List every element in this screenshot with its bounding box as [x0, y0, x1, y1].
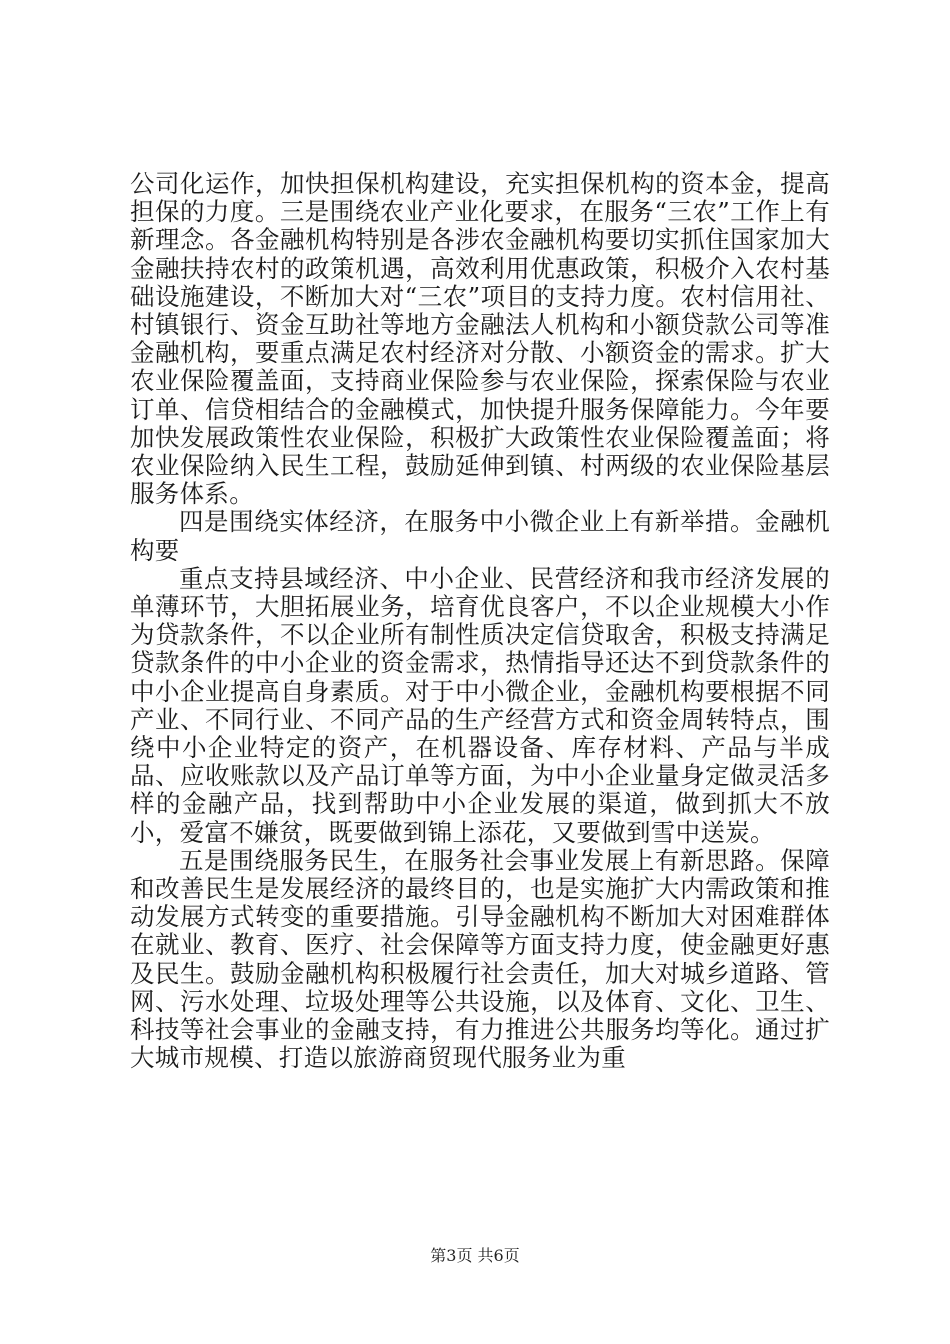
- page-number-footer: 第3页 共6页: [430, 1246, 520, 1265]
- paragraph-sme-support: 重点支持县域经济、中小企业、民营经济和我市经济发展的单薄环节，大胆拓展业务，培育优良客户，不以企业规模大小作为贷款条件，不以企业所有制性质决定信贷取舍，积极支持满足贷款条件的中小企业的资金需求，热情指导还达不到贷款条件的中小企业提高自身素质。对于中小微企业，金融机构要根据不同产业、不同行业、不同产品的生产经营方式和资金周转特点，围绕中小企业特定的资产，在机器设备、库存材料、产品与半成品、应收账款以及产品订单等方面，为中小企业量身定做灵活多样的金融产品，找到帮助中小企业发展的渠道，做到抓大不放小，爱富不嫌贫，既要做到锦上添花，又要做到雪中送炭。: [130, 563, 830, 847]
- paragraph-continuation: 公司化运作，加快担保机构建设，充实担保机构的资本金，提高担保的力度。三是围绕农业产业化要求，在服务“三农”工作上有新理念。各金融机构特别是各涉农金融机构要切实抓住国家加大金融扶持农村的政策机遇，高效利用优惠政策，积极介入农村基础设施建设，不断加大对“三农”项目的支持力度。农村信用社、村镇银行、资金互助社等地方金融法人机构和小额贷款公司等准金融机构，要重点满足农村经济对分散、小额资金的需求。扩大农业保险覆盖面，支持商业保险参与农业保险，探索保险与农业订单、信贷相结合的金融模式，加快提升服务保障能力。今年要加快发展政策性农业保险，积极扩大政策性农业保险覆盖面；将农业保险纳入民生工程，鼓励延伸到镇、村两级的农业保险基层服务体系。: [130, 169, 830, 509]
- paragraph-section-four: 四是围绕实体经济，在服务中小微企业上有新举措。金融机构要: [130, 507, 830, 565]
- document-body: [130, 170, 830, 1073]
- paragraph-section-five: 五是围绕服务民生，在服务社会事业发展上有新思路。保障和改善民生是发展经济的最终目的，也是实施扩大内需政策和推动发展方式转变的重要措施。引导金融机构不断加大对困难群体在就业、教育、医疗、社会保障等方面支持力度，使金融更好惠及民生。鼓励金融机构积极履行社会责任，加大对城乡道路、管网、污水处理、垃圾处理等公共设施，以及体育、文化、卫生、科技等社会事业的金融支持，有力推进公共服务均等化。通过扩大城市规模、打造以旅游商贸现代服务业为重: [130, 845, 830, 1073]
